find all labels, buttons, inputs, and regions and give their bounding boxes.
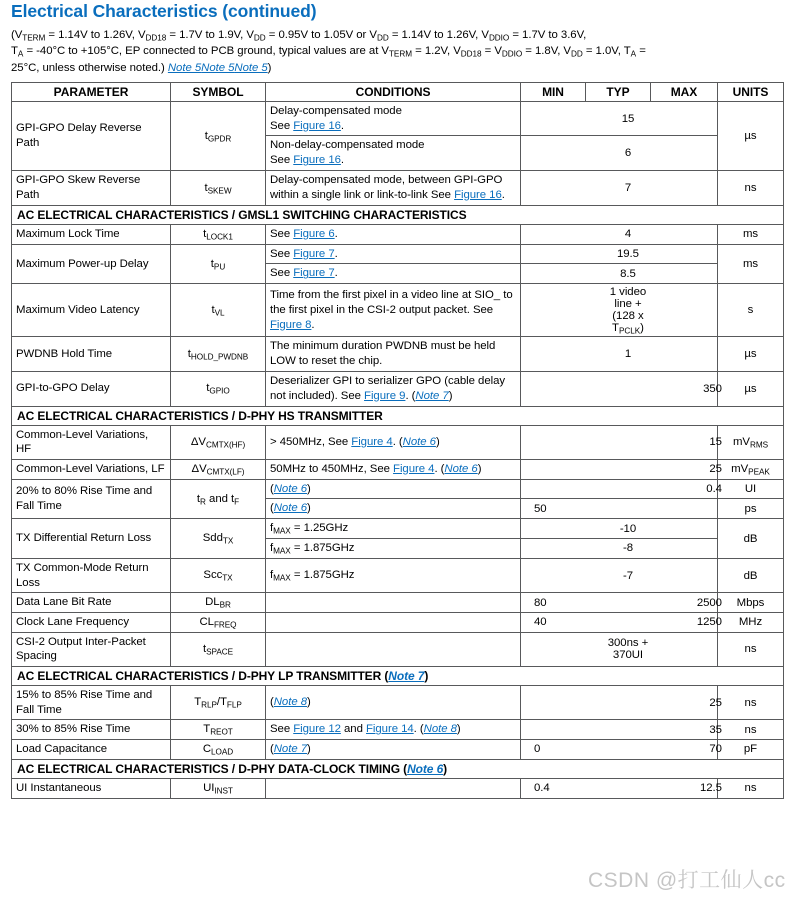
cell-min-typ-max <box>521 479 722 499</box>
value-max: 25 <box>709 463 722 476</box>
value-typ: 8.5 <box>620 267 636 280</box>
value-typ: 1 <box>624 348 632 361</box>
section-header-row-dphy-dataclock <box>12 759 784 778</box>
cell-units: s <box>718 284 784 337</box>
value-typ <box>597 436 660 448</box>
cell-conditions: Time from the first pixel in a video line at SIO_ to the first pixel in the CSI-2 output packet. See Figure 8. <box>266 284 521 337</box>
cell-min-typ-max <box>521 539 718 559</box>
value-max: 350 <box>703 382 722 395</box>
value-min <box>525 286 597 334</box>
cell-units: dB <box>718 558 784 592</box>
cell-symbol: $t_{LOCK1}$ <box>171 224 266 244</box>
cell-units: pF <box>718 739 784 759</box>
note-7-link[interactable]: Note 7 <box>415 389 449 402</box>
value-max <box>659 523 731 535</box>
value-min <box>525 248 597 260</box>
table-row <box>12 244 784 264</box>
cell-units: ms <box>718 244 784 284</box>
value-max: 12.5 <box>699 782 722 795</box>
cell-units: $mV_{PEAK}$ <box>718 459 784 479</box>
value-min <box>525 523 597 535</box>
value-min <box>525 542 597 554</box>
cell-min-typ-max <box>521 632 718 666</box>
value-typ <box>597 616 660 628</box>
value-min: 40 <box>534 616 547 629</box>
cell-symbol: $T_{REOT}$ <box>171 720 266 740</box>
value-min: 0 <box>534 743 541 756</box>
fmax-value: 1.875GHz <box>303 569 355 582</box>
value-max <box>659 248 731 260</box>
cell-symbol: $CL_{FREQ}$ <box>171 612 266 632</box>
cell-conditions <box>266 778 521 798</box>
cell-symbol: $DL_{BR}$ <box>171 593 266 613</box>
cell-conditions: See Figure 7. <box>266 244 521 264</box>
value-max <box>659 570 731 582</box>
cell-min-typ-max <box>521 739 722 759</box>
value-max: 25 <box>709 696 722 709</box>
value-min <box>525 637 597 661</box>
cell-min-typ-max <box>521 284 718 337</box>
cell-min-typ-max <box>521 264 718 284</box>
cell-units: ms <box>718 224 784 244</box>
section-label-text: AC ELECTRICAL CHARACTERISTICS / D-PHY DATA-CLOCK TIMING <box>17 761 400 776</box>
cell-min-typ-max <box>521 337 718 372</box>
value-min <box>525 268 597 280</box>
figure-7-link[interactable]: Figure 7 <box>293 247 335 260</box>
cell-conditions: 50MHz to 450MHz, See Figure 4. (Note 6) <box>266 459 521 479</box>
table-row <box>12 224 784 244</box>
table-row <box>12 778 784 798</box>
note-6-link[interactable]: Note 6 <box>444 462 478 475</box>
table-row <box>12 685 784 719</box>
cell-parameter: 30% to 85% Rise Time <box>12 720 171 740</box>
value-max <box>659 503 731 515</box>
cell-min-typ-max <box>521 171 718 206</box>
cell-symbol: Scc$_{TX}$ <box>171 558 266 592</box>
cell-conditions: Delay-compensated mode See Figure 16. <box>266 101 521 136</box>
cell-parameter: PWDNB Hold Time <box>12 337 171 372</box>
value-typ <box>597 724 660 736</box>
cell-min-typ-max <box>521 224 718 244</box>
table-row <box>12 425 784 459</box>
cell-symbol: $UI_{INST}$ <box>171 778 266 798</box>
cell-conditions: > 450MHz, See Figure 4. (Note 6) <box>266 425 521 459</box>
cell-conditions: $f_{MAX} = 1.875GHz$ <box>266 558 521 592</box>
figure-14-link[interactable]: Figure 14 <box>366 723 414 736</box>
cell-conditions: $f_{MAX} = 1.25GHz$ <box>266 519 521 539</box>
figure-4-link[interactable]: Figure 4 <box>393 462 435 475</box>
cell-units: ns <box>718 778 784 798</box>
cell-min-typ-max <box>521 136 718 171</box>
cell-units: ps <box>718 499 784 519</box>
cell-conditions: See Figure 12 and Figure 14. (Note 8) <box>266 720 521 740</box>
table-row <box>12 284 784 337</box>
cell-symbol: $t_{SPACE}$ <box>171 632 266 666</box>
note-7-link[interactable]: Note 7 <box>388 668 425 683</box>
cell-symbol: $t_{GPIO}$ <box>171 371 266 406</box>
cell-symbol: $t_{HOLD\_PWDNB}$ <box>171 337 266 372</box>
cell-conditions: (Note 6) <box>266 499 521 519</box>
cell-units: ns <box>718 632 784 666</box>
cell-conditions: Delay-compensated mode, between GPI-GPO within a single link or link-to-link See Figure 16. <box>266 171 521 206</box>
value-min <box>525 697 597 709</box>
fmax-value: 1.875GHz <box>303 542 355 555</box>
column-header-conditions: CONDITIONS <box>266 82 521 101</box>
cell-units: dB <box>718 519 784 559</box>
value-min <box>525 570 597 582</box>
cell-parameter: GPI-GPO Delay Reverse Path <box>12 101 171 170</box>
cell-parameter: Load Capacitance <box>12 739 171 759</box>
table-row <box>12 479 784 499</box>
table-row <box>12 739 784 759</box>
value-max: 2500 <box>696 596 722 609</box>
figure-16-link[interactable]: Figure 16 <box>293 119 341 132</box>
cell-units: µs <box>718 337 784 372</box>
page-title: Electrical Characteristics (continued) <box>11 1 317 21</box>
value-max <box>659 286 731 334</box>
cell-min-typ-max <box>521 685 722 719</box>
value-typ <box>597 697 660 709</box>
cell-parameter: CSI-2 Output Inter-Packet Spacing <box>12 632 171 666</box>
cell-parameter: TX Common-Mode Return Loss <box>12 558 171 592</box>
value-max <box>659 147 731 159</box>
cell-symbol: $t_{SKEW}$ <box>171 171 266 206</box>
figure-12-link[interactable]: Figure 12 <box>293 723 341 736</box>
value-typ: 19.5 <box>616 248 639 261</box>
cell-symbol: $\Delta V_{CMTX(HF)}$ <box>171 425 266 459</box>
cell-parameter: TX Differential Return Loss <box>12 519 171 559</box>
value-min <box>525 383 597 395</box>
figure-8-link[interactable]: Figure 8 <box>270 318 312 331</box>
cell-parameter: Data Lane Bit Rate <box>12 593 171 613</box>
cell-parameter: Clock Lane Frequency <box>12 612 171 632</box>
cell-units: µs <box>718 371 784 406</box>
value-typ <box>597 743 660 755</box>
cell-symbol: $T_{RLP}/T_{FLP}$ <box>171 685 266 719</box>
fmax-value: 1.25GHz <box>303 522 349 535</box>
table-row <box>12 337 784 372</box>
datasheet-page <box>0 2 794 898</box>
column-header-symbol: SYMBOL <box>171 82 266 101</box>
cell-parameter: Common-Level Variations, LF <box>12 459 171 479</box>
note-6-link[interactable]: Note 6 <box>402 435 436 448</box>
value-min <box>525 463 597 475</box>
cell-parameter: GPI-to-GPO Delay <box>12 371 171 406</box>
cell-min-typ-max <box>521 425 722 459</box>
cell-min-typ-max <box>521 612 722 632</box>
cell-conditions: $f_{MAX} = 1.875GHz$ <box>266 539 521 559</box>
table-row <box>12 612 784 632</box>
value-min <box>525 147 597 159</box>
section-header-row-gmsl1 <box>12 205 784 224</box>
section-label: AC ELECTRICAL CHARACTERISTICS / D-PHY LP TRANSMITTER (Note 7) <box>12 666 784 685</box>
cell-min-typ-max <box>521 593 722 613</box>
cell-min-typ-max <box>521 558 718 592</box>
cell-symbol: $\Delta V_{CMTX(LF)}$ <box>171 459 266 479</box>
value-max: 0.4 <box>706 483 722 495</box>
value-typ: -10 <box>619 522 637 535</box>
note-5-link-3[interactable]: Note 5 <box>234 61 268 74</box>
value-max <box>659 542 731 554</box>
cell-parameter: Maximum Video Latency <box>12 284 171 337</box>
cell-parameter: 15% to 85% Rise Time and Fall Time <box>12 685 171 719</box>
cell-symbol: $t_{VL}$ <box>171 284 266 337</box>
section-label: AC ELECTRICAL CHARACTERISTICS / D-PHY DATA-CLOCK TIMING (Note 6) <box>12 759 784 778</box>
section-header-row-dphy-lp <box>12 666 784 685</box>
column-header-min: MIN <box>521 82 586 101</box>
table-row <box>12 171 784 206</box>
section-label: AC ELECTRICAL CHARACTERISTICS / GMSL1 SWITCHING CHARACTERISTICS <box>12 205 784 224</box>
cell-min-typ-max <box>521 459 722 479</box>
cell-conditions: Non-delay-compensated mode See Figure 16. <box>266 136 521 171</box>
value-typ <box>597 597 660 609</box>
table-header-row <box>12 82 784 101</box>
value-typ: 4 <box>624 228 632 241</box>
value-typ: 300ns + 370UI <box>607 637 649 662</box>
note-8-link[interactable]: Note 8 <box>273 696 308 709</box>
column-header-parameter: PARAMETER <box>12 82 171 101</box>
figure-6-link[interactable]: Figure 6 <box>293 227 335 240</box>
figure-4-link[interactable]: Figure 4 <box>351 435 393 448</box>
value-typ: 6 <box>624 147 632 160</box>
figure-16-link[interactable]: Figure 16 <box>293 154 341 167</box>
table-row <box>12 720 784 740</box>
value-typ: -7 <box>622 569 633 582</box>
value-min <box>525 348 597 360</box>
electrical-characteristics-table <box>11 82 784 799</box>
value-typ <box>597 782 660 794</box>
figure-9-link[interactable]: Figure 9 <box>364 389 406 402</box>
table-row <box>12 101 784 136</box>
note-6-link[interactable]: Note 6 <box>407 761 444 776</box>
cell-min-typ-max <box>521 778 722 798</box>
value-min <box>525 436 597 448</box>
note-5-link-2[interactable]: Note 5 <box>201 61 235 74</box>
section-label: AC ELECTRICAL CHARACTERISTICS / D-PHY HS TRANSMITTER <box>12 406 784 425</box>
value-min <box>525 724 597 736</box>
cell-conditions: See Figure 7. <box>266 264 521 284</box>
table-row <box>12 632 784 666</box>
value-max <box>659 228 731 240</box>
cell-symbol: $t_{GPDR}$ <box>171 101 266 170</box>
section-label-text: AC ELECTRICAL CHARACTERISTICS / D-PHY LP TRANSMITTER <box>17 668 382 683</box>
value-max <box>659 637 731 661</box>
note-6-link[interactable]: Note 6 <box>273 502 308 515</box>
cell-conditions <box>266 593 521 613</box>
cell-units: µs <box>718 101 784 170</box>
cell-parameter: Common-Level Variations, HF <box>12 425 171 459</box>
cell-conditions: See Figure 6. <box>266 224 521 244</box>
cell-units: $mV_{RMS}$ <box>718 425 784 459</box>
column-header-max: MAX <box>651 82 718 101</box>
value-max <box>659 268 731 280</box>
value-typ <box>597 383 660 395</box>
value-min <box>525 483 597 495</box>
cell-symbol: $t_{PU}$ <box>171 244 266 284</box>
cell-conditions: (Note 6) <box>266 479 521 499</box>
cell-conditions: The minimum duration PWDNB must be held LOW to reset the chip. <box>266 337 521 372</box>
value-max: 15 <box>709 436 722 449</box>
cell-min-typ-max <box>521 371 722 406</box>
cell-parameter: GPI-GPO Skew Reverse Path <box>12 171 171 206</box>
cell-parameter: UI Instantaneous <box>12 778 171 798</box>
cell-symbol: $C_{LOAD}$ <box>171 739 266 759</box>
value-typ: -8 <box>622 542 633 555</box>
cell-units: ns <box>718 720 784 740</box>
cell-parameter: 20% to 80% Rise Time and Fall Time <box>12 479 171 519</box>
table-row <box>12 593 784 613</box>
value-typ <box>597 463 660 475</box>
value-min: 80 <box>534 596 547 609</box>
cell-min-typ-max <box>521 519 718 539</box>
value-min: 50 <box>534 502 547 515</box>
cell-conditions <box>266 632 521 666</box>
value-max <box>659 182 731 194</box>
cell-min-typ-max <box>521 101 718 136</box>
value-typ <box>597 503 660 515</box>
cell-min-typ-max <box>521 499 718 519</box>
section-header-row-dphy-hs <box>12 406 784 425</box>
test-conditions-note: ($V_{TERM} = 1.14V$ to 1.26V, $V_{DD18} = 1.7V$ to 1.9V, $V_{DD} = 0.95V$ to 1.05V or $V_{DD} = 1.14V$ to 1.26V, $V_{DDIO} = 1.7V$ to 3.6V, $T_A = -40^\circ C$ to +105°C, EP connected to PCB ground, typical values are at $V_{TERM} = 1.2V$, $V_{DD18} = V_{DDIO} = 1.8V$, $V_{DD} = 1.0V$, $T_A$ = 25°C, unless otherwise noted.) Note 5Note 5Note 5) <box>11 29 646 74</box>
cell-min-typ-max <box>521 720 722 740</box>
note-6-link[interactable]: Note 6 <box>273 482 308 495</box>
column-header-typ: TYP <box>586 82 651 101</box>
cell-min-typ-max <box>521 244 718 264</box>
table-row <box>12 459 784 479</box>
value-max: 1250 <box>696 616 722 629</box>
cell-units: UI <box>718 479 784 499</box>
figure-16-link[interactable]: Figure 16 <box>454 188 502 201</box>
value-min <box>525 182 597 194</box>
table-row <box>12 519 784 539</box>
figure-7-link[interactable]: Figure 7 <box>293 267 335 280</box>
value-max: 35 <box>709 723 722 736</box>
value-typ <box>597 483 660 495</box>
table-row <box>12 371 784 406</box>
note-7-link[interactable]: Note 7 <box>273 742 308 755</box>
value-max <box>659 348 731 360</box>
cell-conditions: (Note 7) <box>266 739 521 759</box>
column-header-units: UNITS <box>718 82 784 101</box>
value-min <box>525 113 597 125</box>
cell-symbol: Sdd$_{TX}$ <box>171 519 266 559</box>
cell-parameter: Maximum Lock Time <box>12 224 171 244</box>
value-typ: 15 <box>621 112 635 125</box>
note-5-link-1[interactable]: Note 5 <box>167 61 202 74</box>
cell-conditions: Deserializer GPI to serializer GPO (cable delay not included). See Figure 9. (Note 7) <box>266 371 521 406</box>
cell-units: MHz <box>718 612 784 632</box>
value-typ: 7 <box>624 181 632 194</box>
value-max: 70 <box>709 743 722 756</box>
cell-parameter: Maximum Power-up Delay <box>12 244 171 284</box>
note-8-link[interactable]: Note 8 <box>423 723 457 736</box>
cell-conditions <box>266 612 521 632</box>
value-typ: 1 video line + (128 x $T_{PCLK}$) <box>609 286 647 336</box>
table-row <box>12 558 784 592</box>
cell-symbol: $t_R$ and $t_F$ <box>171 479 266 519</box>
value-min <box>525 228 597 240</box>
csdn-watermark: CSDN @打工仙人cc <box>588 869 786 892</box>
value-max <box>659 113 731 125</box>
cell-units: ns <box>718 685 784 719</box>
value-min: 0.4 <box>534 782 550 795</box>
cell-units: ns <box>718 171 784 206</box>
cell-conditions: (Note 8) <box>266 685 521 719</box>
cell-units: Mbps <box>718 593 784 613</box>
